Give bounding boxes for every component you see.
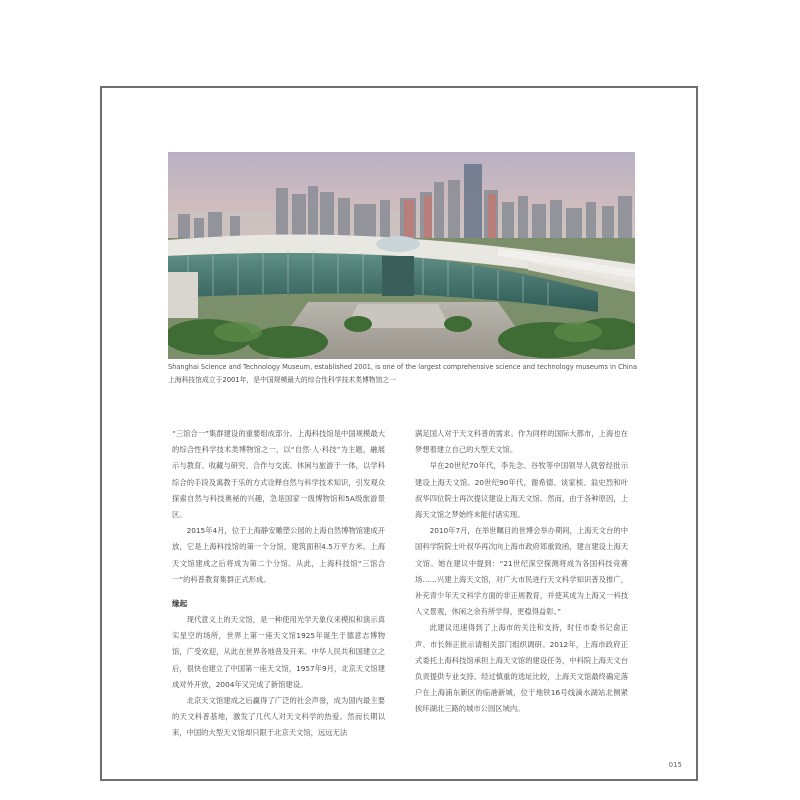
- right-text-column: [415, 426, 628, 718]
- paragraph: “三馆合一”集群建设的重要组成部分。上海科技馆是中国规模最大的综合性科学技术类博物馆之一，以“自然·人·科技”为主题，融展示与教育、收藏与研究、合作与交流、休闲与旅游于一体，以学科综合的手段及寓教于乐的方式诠释自然与科学技术知识，引发观众探索自然与科技奥秘的兴趣，急是国家一级博物馆和5A级旅游景区。: [172, 429, 385, 520]
- left-text-column: [172, 426, 385, 742]
- photo-caption-english: Shanghai Science and Technology Museum, established 2001, is one of the largest comprehensive science and technology museums in China: [168, 363, 637, 371]
- book-page: [100, 86, 698, 781]
- paragraph: 2010年7月，在举世瞩目的世博会举办期间，上海天文台的中国科学院院士叶叔华再次向上海市政府郑重致函，建言建设上海天文馆。她在建议中提到：“21世纪深空探测将成为各国科技竞赛场……兴建上海天文馆，对广大市民进行天文科学知识普及推广，补充青少年天文科学方面的非正规教育，并使其成为上海又一科技人文景观，休闲之余有所学得，更稳得益彰。”: [415, 526, 628, 617]
- paragraph: 满足国人对于天文科普的需求。作为同样的国际大都市，上海也在梦想着建立自己的大型天文馆。: [415, 429, 628, 455]
- paragraph: 早在20世纪70年代，李先念、谷牧等中国领导人就曾经批示建设上海天文馆。20世纪90年代，谢希德、谈家桢、翁史烈和叶叔华四位院士再次提议建设上海天文馆。然而，由于各种原因，上海天文馆之梦始终未能付诸实现。: [415, 461, 628, 520]
- page-number: 015: [668, 761, 682, 769]
- section-heading: 缘起: [172, 599, 188, 609]
- paragraph: 2015年4月，位于上海静安雕塑公园的上海自然博物馆建成开放，它是上海科技馆的第一个分馆，建筑面积4.5万平方米。上海天文馆建成之后将成为第二个分馆。从此，上海科技馆“三馆合一”的科普教育集群正式形成。: [172, 526, 385, 584]
- museum-photo: [168, 152, 635, 359]
- paragraph: 现代意义上的天文馆，是一种使用光学天象仪来模拟和演示真实星空的场所，世界上第一座天文馆1925年诞生于德意志博物馆，广受欢迎，从此在世界各地普及开来。中华人民共和国建立之后，很快也建立了中国第一座天文馆，1957年9月，北京天文馆建成对外开放，2004年又完成了新馆建设。: [172, 615, 385, 689]
- museum-aerial-image: [168, 152, 635, 359]
- paragraph: 此建议迅速得到了上海市的关注和支持，时任市委书记俞正声、市长韩正批示请相关部门组织调研。2012年，上海市政府正式委托上海科技馆承担上海天文馆的建设任务，中科院上海天文台负责提供专业支持。经过慎重的选址比较，上海天文馆最终确定落户在上海浦东新区的临港新城，位于地铁16号线滴水湖站北侧紧挨环湖北三路的城市公园区域内。: [415, 623, 628, 714]
- photo-caption-chinese: 上海科技馆成立于2001年，是中国规模最大的综合性科学技术类博物馆之一: [168, 376, 396, 384]
- paragraph: 北京天文馆建成之后赢得了广泛的社会声誉，成为国内最主要的天文科普基地，激发了几代人对天文科学的热爱。然而长期以来，中国的大型天文馆却只限于北京天文馆，远远无法: [172, 696, 385, 738]
